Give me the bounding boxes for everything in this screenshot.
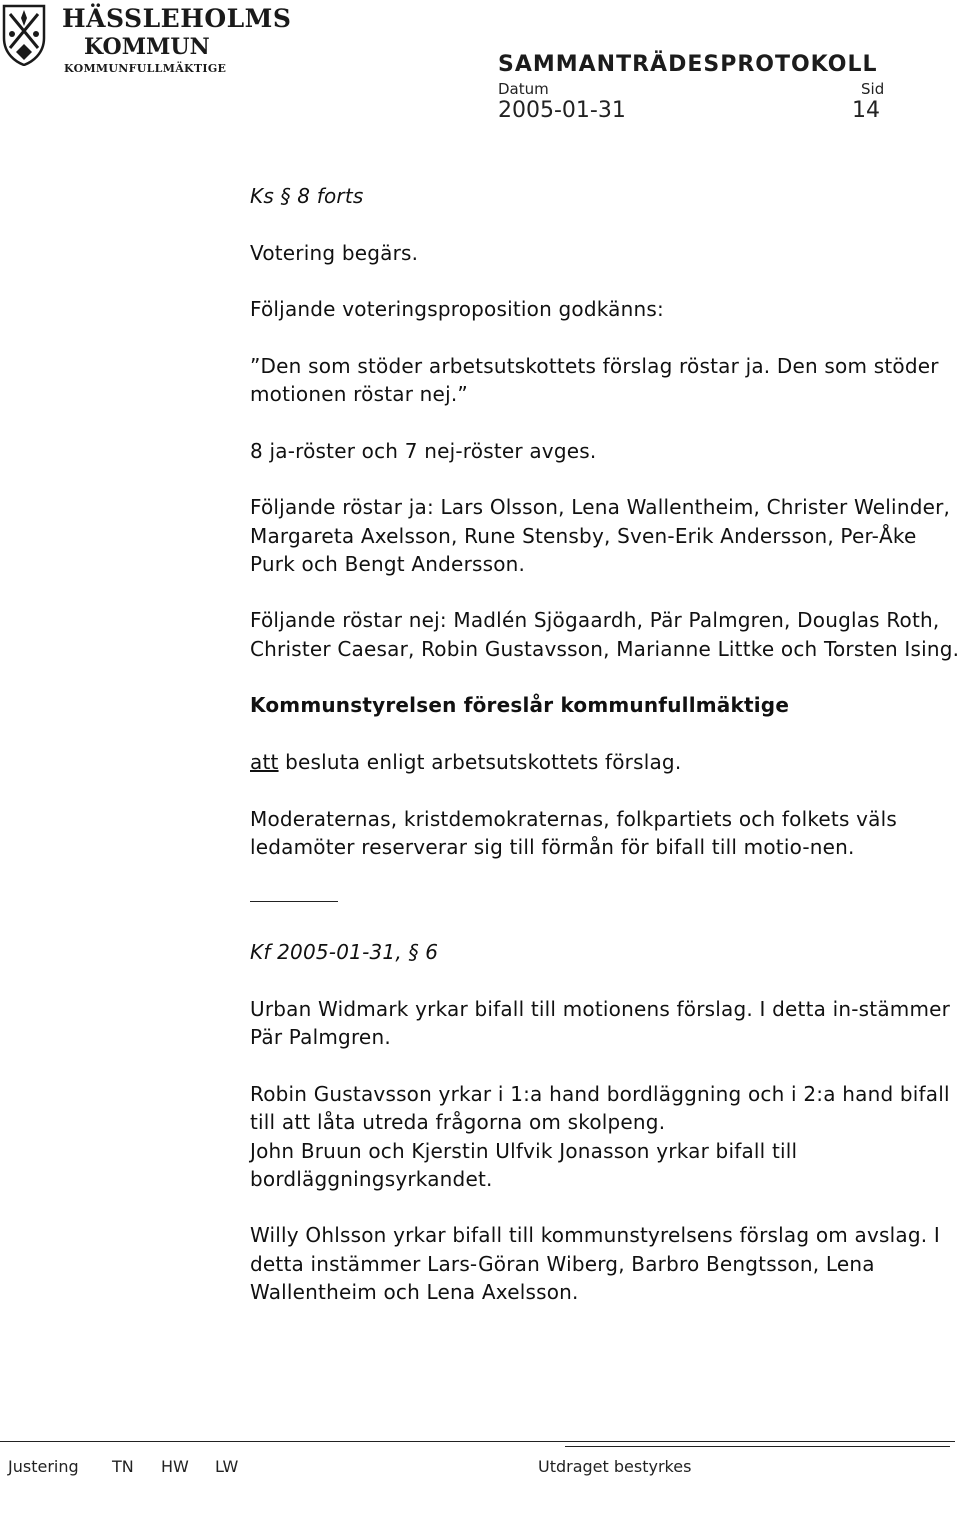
footer-rule [0,1441,955,1442]
paragraph-vote-requested: Votering begärs. [250,240,419,265]
paragraph-reservation: Moderaternas, kristdemokraternas, folkpartiets och folkets väls ledamöter reserverar sig till förmån för bifall till motio-nen. [250,806,898,859]
municipality-logo [0,0,292,80]
sid-label: Sid [861,80,885,98]
footer-rule-right [565,1446,950,1447]
justering-label: Justering [8,1457,79,1476]
section-divider [250,889,338,902]
decision-line [250,748,960,776]
page-number: 14 [852,98,880,123]
att-keyword: att [250,749,279,774]
paragraph-proposition-approved: Följande voteringsproposition godkänns: [250,297,664,322]
kf-reference: Kf 2005-01-31, § 6 [250,940,439,965]
proposal-heading: Kommunstyrelsen föreslår kommunfullmäktige [250,693,790,718]
paragraph-proposition-text: ”Den som stöder arbetsutskottets förslag röstar ja. Den som stöder motionen röstar nej.” [250,353,939,407]
paragraph-widmark: Urban Widmark yrkar bifall till motionens förslag. I detta in-stämmer Pär Palmgren. [250,997,951,1050]
logo-line-3: KOMMUNFULLMÄKTIGE [64,62,227,75]
document-title: SAMMANTRÄDESPROTOKOLL [498,52,878,77]
paragraph-ohlsson: Willy Ohlsson yrkar bifall till kommunstyrelsens förslag om avslag. I detta instämmer Lars-Göran Wiberg, Barbro Bengtsson, Lena Wallentheim och Lena Axelsson. [250,1223,940,1304]
paragraph-vote-count: 8 ja-röster och 7 nej-röster avges. [250,438,597,463]
utdrag-label: Utdraget bestyrkes [538,1457,692,1476]
justering-initials-3: LW [215,1457,239,1476]
justering-initials-2: HW [161,1457,189,1476]
paragraph-no-votes: Följande röstar nej: Madlén Sjögaardh, Pär Palmgren, Douglas Roth, Christer Caesar, Robin Gustavsson, Marianne Littke och Torsten Ising. [250,608,960,661]
paragraph-yes-votes: Följande röstar ja: Lars Olsson, Lena Wallentheim, Christer Welinder, Margareta Axelsson, Rune Stensby, Sven-Erik Andersson, Per-Åke Purk och Bengt Andersson. [250,495,951,576]
paragraph-bruun: John Bruun och Kjerstin Ulfvik Jonasson yrkar bifall till bordläggningsyrkandet. [250,1138,798,1191]
decision-text: besluta enligt arbetsutskottets förslag. [278,749,682,774]
justering-initials-1: TN [112,1457,134,1476]
datum-label: Datum [498,80,549,98]
logo-line-2: KOMMUN [84,34,210,60]
paragraph-gustavsson: Robin Gustavsson yrkar i 1:a hand bordläggning och i 2:a hand bifall till att låta utreda frågorna om skolpeng. [250,1081,950,1135]
datum-value: 2005-01-31 [498,98,626,123]
protocol-body [250,182,960,1335]
coat-of-arms-icon [2,4,46,66]
logo-line-1: HÄSSLEHOLMS [62,4,292,33]
section-reference: Ks § 8 forts [250,184,364,208]
